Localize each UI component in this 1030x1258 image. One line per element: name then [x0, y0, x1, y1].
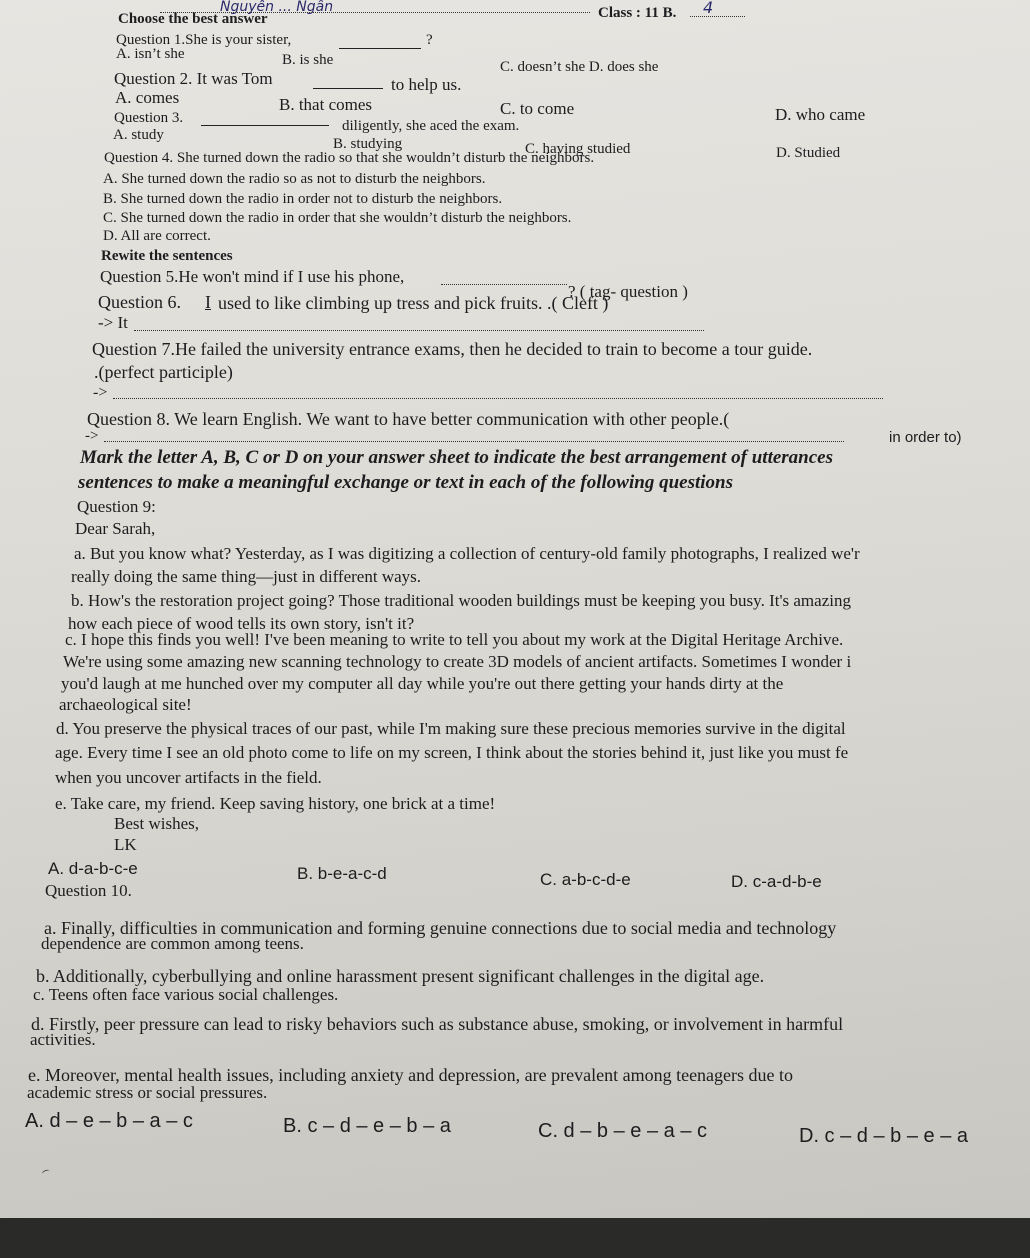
q9-greeting: Dear Sarah,	[75, 519, 156, 538]
q9-label: Question 9:	[77, 497, 156, 516]
q9-c-line2: We're using some amazing new scanning technology to create 3D models of ancient artifacts. Sometimes I wonder i	[63, 652, 852, 671]
q9-d-line2: age. Every time I see an old photo come to life on my screen, I think about the stories behind it, just like you must fe	[55, 743, 849, 762]
q6-subject: I	[205, 292, 211, 312]
q9-option-d: D. c-a-d-b-e	[731, 872, 822, 891]
q6-label: Question 6.	[98, 292, 181, 312]
q3-option-c: C. having studied	[525, 141, 631, 157]
q7-line	[113, 398, 883, 399]
q1-option-b: B. is she	[282, 52, 334, 68]
q7-stem: Question 7.He failed the university entrance exams, then he decided to train to become a tour guide.	[92, 339, 813, 359]
q3-stem: Question 3.	[114, 110, 184, 126]
q7-arrow: ->	[93, 384, 108, 401]
q9-d-line1: d. You preserve the physical traces of our past, while I'm making sure these precious memories survive in the digital	[56, 719, 846, 738]
q1-stem: Question 1.She is your sister,	[116, 32, 292, 48]
q4-option-d: D. All are correct.	[103, 228, 211, 244]
q6-line	[134, 330, 704, 331]
q6-stem: used to like climbing up tress and pick fruits. .( Cleft )	[218, 293, 609, 313]
q4-option-a: A. She turned down the radio so as not to disturb the neighbors.	[103, 171, 486, 187]
q3-option-b: B. studying	[333, 136, 403, 152]
q9-option-c: C. a-b-c-d-e	[540, 870, 631, 889]
q4-option-b: B. She turned down the radio in order not to disturb the neighbors.	[103, 191, 503, 207]
q8-stem: Question 8. We learn English. We want to have better communication with other people.(	[87, 409, 730, 429]
q8-note: in order to)	[889, 429, 962, 446]
q10-option-c: C. d – b – e – a – c	[538, 1120, 707, 1142]
q1-option-a: A. isn’t she	[116, 46, 185, 62]
q9-c-line3: you'd laugh at me hunched over my computer all day while you're out there getting your hands dirty at the	[61, 674, 784, 693]
q10-option-b: B. c – d – e – b – a	[283, 1115, 451, 1137]
q1-blank	[339, 48, 421, 49]
q9-signature: LK	[114, 835, 137, 854]
q9-c-line1: c. I hope this finds you well! I've been meaning to write to tell you about my work at the Digital Heritage Archive.	[65, 630, 844, 649]
q10-e-line2: academic stress or social pressures.	[27, 1083, 268, 1102]
q10-b-line1: b. Additionally, cyberbullying and online harassment present significant challenges in the digital age.	[36, 966, 765, 986]
q9-b-line1: b. How's the restoration project going? Those traditional wooden buildings must be keeping you busy. It's amazing	[71, 591, 851, 610]
q8-arrow: ->	[85, 428, 99, 444]
q5-end: ? ( tag- question )	[568, 282, 688, 301]
class-label: Class : 11 B.	[598, 5, 677, 21]
q6-arrow: -> It	[98, 313, 128, 332]
q10-c-line1: c. Teens often face various social challenges.	[33, 985, 339, 1004]
class-value: 4	[703, 0, 714, 17]
rewrite-heading: Rewite the sentences	[101, 248, 233, 264]
q2-option-d: D. who came	[775, 105, 866, 124]
q10-d-line2: activities.	[30, 1030, 96, 1049]
q10-d-line1: d. Firstly, peer pressure can lead to risky behaviors such as substance abuse, smoking, or involvement in harmful	[31, 1014, 844, 1034]
q10-option-d: D. c – d – b – e – a	[799, 1125, 968, 1147]
q2-stem: Question 2. It was Tom	[114, 69, 273, 88]
q9-e-line1: e. Take care, my friend. Keep saving history, one brick at a time!	[55, 794, 496, 813]
q9-closing: Best wishes,	[114, 814, 199, 833]
q2-blank	[313, 88, 383, 89]
q10-e-line1: e. Moreover, mental health issues, including anxiety and depression, are prevalent among teenagers due to	[28, 1065, 794, 1085]
q4-stem: Question 4. She turned down the radio so that she wouldn’t disturb the neighbors.	[104, 150, 595, 166]
arrange-instruction-2: sentences to make a meaningful exchange or text in each of the following questions	[78, 472, 733, 493]
q7-note: .(perfect participle)	[94, 362, 233, 382]
pencil-mark	[41, 1169, 50, 1176]
q9-d-line3: when you uncover artifacts in the field.	[55, 768, 322, 787]
q9-c-line4: archaeological site!	[59, 695, 192, 714]
q3-blank	[201, 125, 329, 126]
q10-a-line1: a. Finally, difficulties in communication and forming genuine connections due to social media and technology	[44, 918, 837, 938]
q1-option-cd: C. doesn’t she D. does she	[500, 59, 659, 75]
q8-line	[104, 441, 844, 442]
q1-end: ?	[426, 32, 433, 48]
q5-line	[441, 284, 567, 285]
class-line	[690, 16, 745, 17]
student-name: Nguyễn ... Ngân	[220, 0, 334, 15]
q10-option-a: A. d – e – b – a – c	[25, 1110, 193, 1132]
q9-option-b: B. b-e-a-c-d	[297, 864, 387, 883]
q9-b-line2: how each piece of wood tells its own story, isn't it?	[68, 614, 415, 633]
instruction: Choose the best answer	[118, 11, 268, 27]
q2-end: to help us.	[391, 75, 462, 94]
arrange-instruction-1: Mark the letter A, B, C or D on your answer sheet to indicate the best arrangement of utterances	[80, 447, 834, 468]
q2-option-a: A. comes	[115, 88, 180, 107]
q3-end: diligently, she aced the exam.	[342, 118, 520, 134]
q2-option-b: B. that comes	[279, 95, 373, 114]
q5-stem: Question 5.He won't mind if I use his phone,	[100, 267, 405, 286]
q10-label: Question 10.	[45, 881, 132, 900]
q4-option-c: C. She turned down the radio in order that she wouldn’t disturb the neighbors.	[103, 210, 572, 226]
q9-option-a: A. d-a-b-c-e	[48, 859, 138, 878]
q2-option-c: C. to come	[500, 99, 575, 118]
q10-a-line2: dependence are common among teens.	[41, 934, 304, 953]
q9-a-line2: really doing the same thing—just in different ways.	[71, 567, 422, 586]
q3-option-a: A. study	[113, 127, 164, 143]
q3-option-d: D. Studied	[776, 145, 841, 161]
q9-a-line1: a. But you know what? Yesterday, as I was digitizing a collection of century-old family photographs, I realized we'r	[74, 544, 860, 563]
